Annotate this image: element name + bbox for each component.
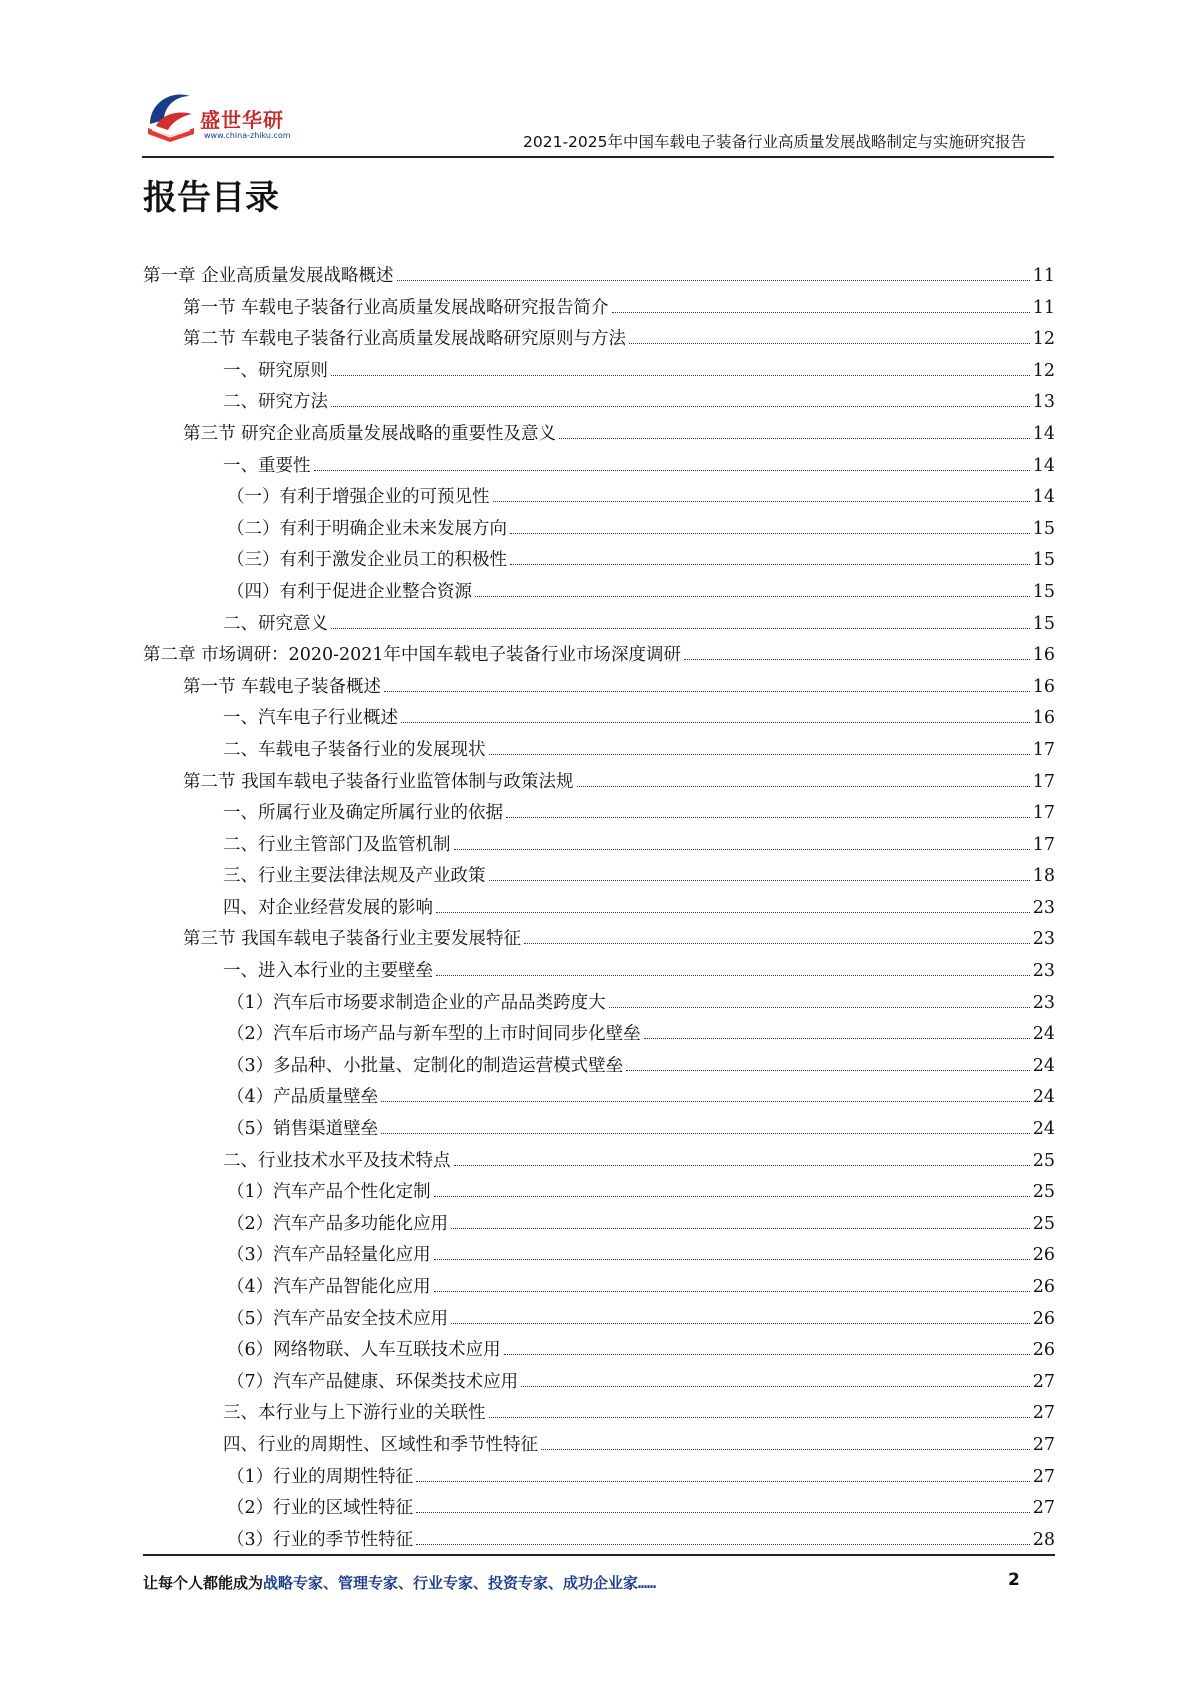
toc-entry-label: （2）行业的区域性特征 — [227, 1498, 414, 1519]
toc-leader-dots — [434, 1195, 1030, 1197]
page-number: 2 — [1008, 1570, 1020, 1590]
toc-entry-page: 13 — [1032, 392, 1055, 413]
toc-leader-dots — [397, 279, 1030, 281]
toc-entry-page: 26 — [1032, 1308, 1055, 1329]
toc-entry-label: 三、行业主要法律法规及产业政策 — [223, 866, 486, 887]
toc-entry[interactable] — [143, 483, 1055, 515]
toc-entry-label: 一、进入本行业的主要壁垒 — [223, 961, 433, 982]
toc-entry-page: 24 — [1032, 1055, 1055, 1076]
toc-entry[interactable] — [143, 452, 1055, 484]
toc-entry-label: 第三节 研究企业高质量发展战略的重要性及意义 — [183, 423, 557, 444]
toc-entry-page: 23 — [1032, 992, 1055, 1013]
footer-slogan-highlight: 战略专家、管理专家、行业专家、投资专家、成功企业家…… — [263, 1574, 657, 1592]
toc-entry-label: （二）有利于明确企业未来发展方向 — [227, 518, 507, 539]
toc-entry-page: 23 — [1032, 897, 1055, 918]
toc-leader-dots — [475, 595, 1030, 597]
company-logo — [142, 80, 362, 150]
toc-entry-page: 16 — [1032, 645, 1055, 666]
toc-entry-page: 26 — [1032, 1277, 1055, 1297]
toc-entry-page: 18 — [1032, 866, 1055, 887]
toc-entry-label: 第一节 车载电子装备概述 — [183, 676, 382, 697]
toc-entry-label: （四）有利于促进企业整合资源 — [227, 581, 472, 602]
toc-entry[interactable] — [143, 894, 1055, 926]
toc-entry[interactable] — [143, 799, 1055, 831]
toc-leader-dots — [510, 563, 1030, 565]
toc-leader-dots — [510, 532, 1030, 534]
toc-leader-dots — [384, 690, 1030, 692]
toc-entry-page: 27 — [1032, 1466, 1055, 1487]
toc-leader-dots — [629, 342, 1030, 344]
toc-entry-page: 15 — [1032, 581, 1055, 602]
toc-leader-dots — [314, 469, 1030, 471]
toc-entry-label: 二、研究意义 — [223, 613, 328, 634]
toc-entry-page: 27 — [1032, 1371, 1055, 1392]
toc-entry-label: （4）产品质量壁垒 — [227, 1087, 379, 1108]
toc-entry-page: 26 — [1032, 1245, 1055, 1266]
toc-entry[interactable] — [143, 610, 1055, 642]
toc-leader-dots — [504, 1353, 1030, 1355]
toc-entry-label: （2）汽车产品多功能化应用 — [227, 1213, 449, 1234]
toc-entry-label: 四、行业的周期性、区域性和季节性特征 — [223, 1434, 538, 1455]
toc-entry-page: 17 — [1032, 739, 1055, 760]
toc-entry[interactable] — [143, 325, 1055, 357]
toc-entry-label: 第三节 我国车载电子装备行业主要发展特征 — [183, 929, 522, 950]
toc-entry-label: 一、研究原则 — [223, 360, 328, 381]
toc-leader-dots — [416, 1511, 1030, 1513]
toc-entry-page: 17 — [1032, 771, 1055, 792]
toc-entry-label: （3）多品种、小批量、定制化的制造运营模式壁垒 — [227, 1055, 624, 1076]
footer-divider — [143, 1554, 1055, 1556]
toc-leader-dots — [521, 1385, 1030, 1387]
toc-entry-page: 14 — [1032, 423, 1055, 444]
toc-entry[interactable] — [143, 1083, 1055, 1115]
toc-leader-dots — [454, 848, 1030, 850]
toc-entry-page: 16 — [1032, 676, 1055, 697]
toc-entry[interactable] — [143, 546, 1055, 578]
toc-leader-dots — [489, 1416, 1030, 1418]
toc-leader-dots — [331, 627, 1030, 629]
toc-entry-label: 一、汽车电子行业概述 — [223, 708, 398, 729]
toc-entry[interactable] — [143, 1368, 1055, 1400]
toc-entry-page: 16 — [1032, 708, 1055, 729]
toc-entry-label: （三）有利于激发企业员工的积极性 — [227, 550, 507, 571]
toc-entry-label: 第二节 车载电子装备行业高质量发展战略研究原则与方法 — [183, 329, 627, 350]
toc-leader-dots — [489, 753, 1030, 755]
toc-entry[interactable] — [143, 262, 1055, 294]
toc-leader-dots — [381, 1132, 1030, 1134]
toc-leader-dots — [331, 374, 1030, 376]
toc-entry-page: 26 — [1032, 1340, 1055, 1361]
toc-entry[interactable] — [143, 515, 1055, 547]
toc-entry[interactable] — [143, 704, 1055, 736]
toc-leader-dots — [644, 1037, 1030, 1039]
toc-leader-dots — [684, 658, 1030, 660]
toc-entry-page: 15 — [1032, 613, 1055, 634]
toc-entry[interactable] — [143, 831, 1055, 863]
toc-entry[interactable] — [143, 989, 1055, 1021]
toc-entry-page: 27 — [1032, 1434, 1055, 1455]
toc-leader-dots — [434, 1258, 1030, 1260]
logo-emblem-icon — [142, 84, 202, 144]
toc-entry-label: 三、本行业与上下游行业的关联性 — [223, 1403, 486, 1424]
toc-entry[interactable] — [143, 957, 1055, 989]
toc-entry-label: （5）销售渠道壁垒 — [227, 1119, 379, 1140]
toc-entry-label: （7）汽车产品健康、环保类技术应用 — [227, 1371, 519, 1392]
toc-entry[interactable] — [143, 1336, 1055, 1368]
toc-entry-page: 14 — [1032, 455, 1055, 476]
toc-leader-dots — [454, 1164, 1030, 1166]
toc-entry-label: 第二节 我国车载电子装备行业监管体制与政策法规 — [183, 771, 574, 792]
toc-entry[interactable] — [143, 736, 1055, 768]
logo-name: 盛世华研 — [200, 108, 284, 132]
toc-leader-dots — [612, 311, 1030, 313]
toc-leader-dots — [416, 1543, 1030, 1545]
toc-entry-page: 24 — [1032, 1119, 1055, 1140]
toc-entry[interactable] — [143, 641, 1055, 673]
toc-leader-dots — [524, 942, 1030, 944]
toc-entry-page: 17 — [1032, 834, 1055, 855]
toc-entry-label: 一、所属行业及确定所属行业的依据 — [223, 803, 503, 824]
toc-entry-label: （1）行业的周期性特征 — [227, 1466, 414, 1487]
toc-entry-label: （1）汽车后市场要求制造企业的产品品类跨度大 — [227, 992, 606, 1013]
toc-entry[interactable] — [143, 1210, 1055, 1242]
toc-entry-page: 14 — [1032, 487, 1055, 508]
table-of-contents — [143, 262, 1055, 1557]
toc-entry-page: 25 — [1032, 1182, 1055, 1203]
page-title: 报告目录 — [143, 178, 279, 218]
toc-leader-dots — [451, 1227, 1030, 1229]
toc-entry-label: 第一章 企业高质量发展战略概述 — [143, 266, 394, 286]
toc-entry[interactable] — [143, 1305, 1055, 1337]
toc-leader-dots — [489, 879, 1030, 881]
toc-entry-label: （6）网络物联、人车互联技术应用 — [227, 1340, 501, 1361]
toc-leader-dots — [609, 1006, 1030, 1008]
toc-entry[interactable] — [143, 1399, 1055, 1431]
toc-entry-page: 11 — [1032, 266, 1055, 286]
toc-entry[interactable] — [143, 1178, 1055, 1210]
toc-entry-label: 二、行业技术水平及技术特点 — [223, 1150, 451, 1171]
toc-leader-dots — [541, 1448, 1030, 1450]
toc-leader-dots — [436, 911, 1030, 913]
toc-leader-dots — [416, 1480, 1030, 1482]
toc-leader-dots — [451, 1322, 1030, 1324]
toc-entry[interactable] — [143, 1241, 1055, 1273]
toc-leader-dots — [401, 721, 1030, 723]
toc-entry[interactable] — [143, 294, 1055, 326]
toc-entry[interactable] — [143, 862, 1055, 894]
logo-url: www.china-zhiku.com — [204, 131, 291, 140]
toc-entry[interactable] — [143, 1431, 1055, 1463]
footer-slogan — [143, 1572, 656, 1593]
toc-entry-label: 二、车载电子装备行业的发展现状 — [223, 739, 486, 760]
toc-entry-label: 第二章 市场调研：2020-2021年中国车载电子装备行业市场深度调研 — [143, 645, 682, 666]
toc-entry[interactable] — [143, 1020, 1055, 1052]
toc-entry-label: （5）汽车产品安全技术应用 — [227, 1308, 449, 1329]
toc-entry-page: 24 — [1032, 1087, 1055, 1108]
toc-entry[interactable] — [143, 925, 1055, 957]
footer-slogan-prefix: 让每个人都能成为 — [143, 1574, 264, 1592]
toc-entry-label: （4）汽车产品智能化应用 — [227, 1277, 431, 1297]
header-divider — [142, 156, 1054, 158]
toc-entry[interactable] — [143, 673, 1055, 705]
toc-entry-page: 27 — [1032, 1403, 1055, 1424]
toc-entry-label: 二、行业主管部门及监管机制 — [223, 834, 451, 855]
toc-leader-dots — [381, 1100, 1030, 1102]
toc-entry[interactable] — [143, 1526, 1055, 1558]
toc-entry[interactable] — [143, 768, 1055, 800]
toc-entry[interactable] — [143, 1273, 1055, 1305]
toc-leader-dots — [493, 500, 1030, 502]
toc-entry-label: （一）有利于增强企业的可预见性 — [227, 487, 490, 508]
report-title: 2021-2025年中国车载电子装备行业高质量发展战略制定与实施研究报告 — [523, 133, 1026, 151]
toc-entry-label: （3）汽车产品轻量化应用 — [227, 1245, 431, 1266]
toc-entry-label: 一、重要性 — [223, 455, 311, 476]
toc-entry-page: 15 — [1032, 518, 1055, 539]
toc-entry[interactable] — [143, 1463, 1055, 1495]
toc-entry-page: 28 — [1032, 1529, 1055, 1550]
toc-entry[interactable] — [143, 1052, 1055, 1084]
toc-entry-page: 25 — [1032, 1150, 1055, 1171]
page-header — [142, 80, 1054, 160]
toc-entry-label: （3）行业的季节性特征 — [227, 1529, 414, 1550]
toc-entry-label: （1）汽车产品个性化定制 — [227, 1182, 431, 1203]
toc-entry-label: 四、对企业经营发展的影响 — [223, 897, 433, 918]
toc-entry[interactable] — [143, 357, 1055, 389]
toc-entry[interactable] — [143, 578, 1055, 610]
toc-entry-page: 25 — [1032, 1213, 1055, 1234]
toc-entry[interactable] — [143, 388, 1055, 420]
toc-entry-label: （2）汽车后市场产品与新车型的上市时间同步化壁垒 — [227, 1024, 641, 1045]
toc-entry[interactable] — [143, 1147, 1055, 1179]
toc-leader-dots — [626, 1069, 1030, 1071]
toc-leader-dots — [436, 974, 1030, 976]
toc-leader-dots — [559, 437, 1030, 439]
toc-entry-page: 23 — [1032, 929, 1055, 950]
toc-entry[interactable] — [143, 1494, 1055, 1526]
toc-entry-label: 第一节 车载电子装备行业高质量发展战略研究报告简介 — [183, 297, 609, 318]
toc-leader-dots — [331, 405, 1030, 407]
toc-entry-page: 17 — [1032, 803, 1055, 824]
toc-entry[interactable] — [143, 420, 1055, 452]
toc-leader-dots — [434, 1290, 1030, 1292]
toc-entry-page: 23 — [1032, 961, 1055, 982]
toc-entry[interactable] — [143, 1115, 1055, 1147]
toc-entry-label: 二、研究方法 — [223, 392, 328, 413]
toc-leader-dots — [506, 816, 1030, 818]
toc-entry-page: 15 — [1032, 550, 1055, 571]
toc-entry-page: 27 — [1032, 1498, 1055, 1519]
toc-entry-page: 24 — [1032, 1024, 1055, 1045]
toc-entry-page: 11 — [1032, 297, 1055, 318]
toc-leader-dots — [577, 785, 1030, 787]
toc-entry-page: 12 — [1032, 360, 1055, 381]
toc-entry-page: 12 — [1032, 329, 1055, 350]
